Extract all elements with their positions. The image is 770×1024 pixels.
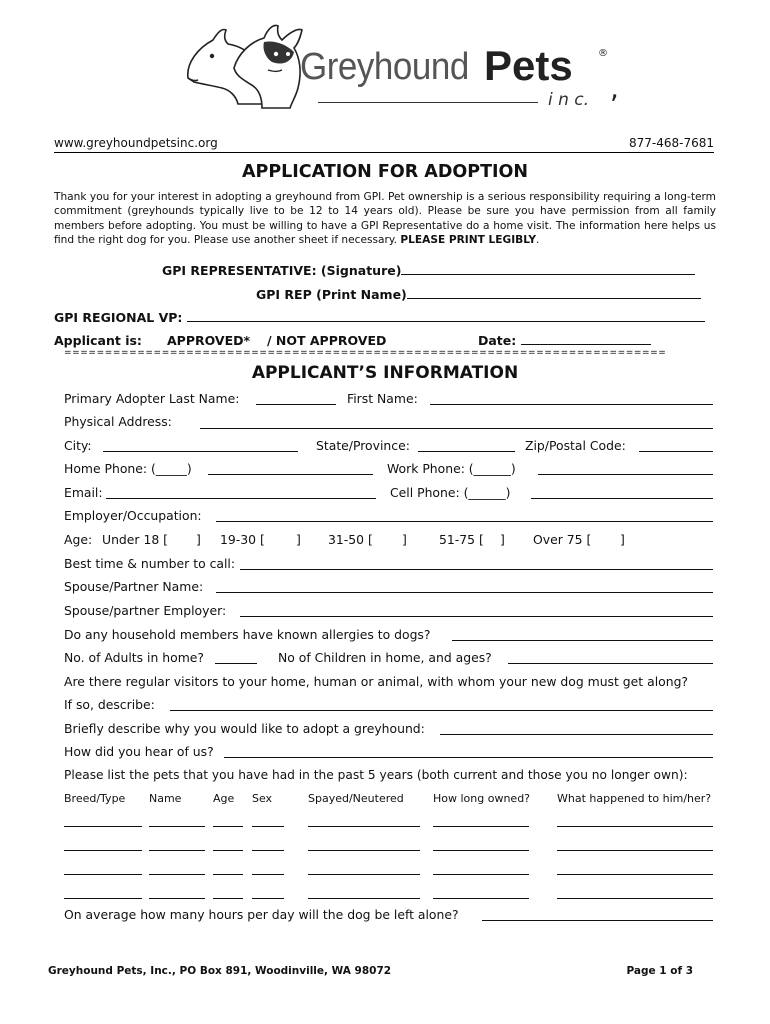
logo-comma: , bbox=[610, 72, 619, 105]
why-adopt-label: Briefly describe why you would like to adopt a greyhound: bbox=[64, 721, 425, 736]
age-over75-close: ] bbox=[620, 532, 625, 547]
pet-how-long-field[interactable] bbox=[433, 826, 529, 827]
cell-phone-label: Cell Phone: (______) bbox=[390, 485, 511, 500]
section-title: APPLICANT’S INFORMATION bbox=[251, 363, 519, 383]
pet-spayed-field[interactable] bbox=[308, 826, 420, 827]
greyhound-pets-logo bbox=[178, 18, 628, 118]
gpi-regional-vp-field[interactable] bbox=[187, 321, 705, 322]
pet-breed-field[interactable] bbox=[64, 826, 142, 827]
hours-alone-label: On average how many hours per day will the dog be left alone? bbox=[64, 907, 459, 922]
best-time-label: Best time & number to call: bbox=[64, 556, 236, 571]
address-label: Physical Address: bbox=[64, 414, 172, 429]
pet-how-long-field[interactable] bbox=[433, 898, 529, 899]
approved-option[interactable]: APPROVED* bbox=[167, 333, 251, 348]
spouse-employer-label: Spouse/partner Employer: bbox=[64, 603, 227, 618]
state-field[interactable] bbox=[418, 451, 515, 452]
email-field[interactable] bbox=[106, 498, 376, 499]
age-label: Age: bbox=[64, 532, 93, 547]
pets-col-what-happened: What happened to him/her? bbox=[557, 792, 712, 805]
logo-text-pets: Pets bbox=[484, 42, 573, 89]
age-under18-option[interactable]: Under 18 [ bbox=[102, 532, 168, 547]
pet-age-field[interactable] bbox=[213, 826, 243, 827]
pet-spayed-field[interactable] bbox=[308, 850, 420, 851]
allergies-field[interactable] bbox=[452, 640, 713, 641]
gpi-rep-print-label: GPI REP (Print Name) bbox=[256, 287, 407, 302]
home-phone-label: Home Phone: (_____) bbox=[64, 461, 192, 476]
age-31-50-option[interactable]: 31-50 [ bbox=[328, 532, 373, 547]
last-name-field[interactable] bbox=[256, 404, 336, 405]
pet-breed-field[interactable] bbox=[64, 850, 142, 851]
city-field[interactable] bbox=[103, 451, 298, 452]
pet-spayed-field[interactable] bbox=[308, 874, 420, 875]
pet-age-field[interactable] bbox=[213, 898, 243, 899]
allergies-label: Do any household members have known allergies to dogs? bbox=[64, 627, 431, 642]
gpi-regional-vp-row bbox=[54, 310, 705, 325]
spouse-name-field[interactable] bbox=[216, 592, 713, 593]
pets-col-spayed: Spayed/Neutered bbox=[308, 792, 404, 805]
gpi-rep-signature-field[interactable] bbox=[401, 274, 695, 275]
gpi-regional-vp-label: GPI REGIONAL VP: bbox=[54, 310, 183, 325]
children-label: No of Children in home, and ages? bbox=[278, 650, 492, 665]
logo-text-greyhound: Greyhound bbox=[300, 46, 469, 88]
pet-breed-field[interactable] bbox=[64, 874, 142, 875]
age-19-30-close: ] bbox=[296, 532, 301, 547]
best-time-field[interactable] bbox=[240, 569, 713, 570]
gpi-rep-print-row bbox=[256, 287, 701, 302]
employer-label: Employer/Occupation: bbox=[64, 508, 202, 523]
logo-registered-mark: ® bbox=[598, 48, 608, 59]
pet-age-field[interactable] bbox=[213, 850, 243, 851]
header-row bbox=[54, 136, 714, 153]
age-19-30-option[interactable]: 19-30 [ bbox=[220, 532, 265, 547]
why-adopt-field[interactable] bbox=[440, 734, 713, 735]
date-row bbox=[478, 333, 651, 348]
logo-underline bbox=[318, 102, 538, 103]
gpi-rep-print-field[interactable] bbox=[407, 298, 701, 299]
pet-what-happened-field[interactable] bbox=[557, 850, 713, 851]
pet-name-field[interactable] bbox=[149, 898, 205, 899]
gpi-rep-signature-label: GPI REPRESENTATIVE: (Signature) bbox=[162, 263, 402, 278]
first-name-field[interactable] bbox=[430, 404, 713, 405]
applicant-is-label: Applicant is: bbox=[54, 333, 142, 348]
email-label: Email: bbox=[64, 485, 103, 500]
hear-of-us-label: How did you hear of us? bbox=[64, 744, 214, 759]
address-field[interactable] bbox=[200, 428, 713, 429]
cell-phone-field[interactable] bbox=[531, 498, 713, 499]
pet-name-field[interactable] bbox=[149, 874, 205, 875]
pet-sex-field[interactable] bbox=[252, 826, 284, 827]
website-link[interactable]: www.greyhoundpetsinc.org bbox=[54, 136, 218, 150]
pet-what-happened-field[interactable] bbox=[557, 874, 713, 875]
footer-address: Greyhound Pets, Inc., PO Box 891, Woodinville, WA 98072 bbox=[48, 965, 392, 977]
pet-what-happened-field[interactable] bbox=[557, 898, 713, 899]
pet-how-long-field[interactable] bbox=[433, 850, 529, 851]
hours-alone-field[interactable] bbox=[482, 920, 713, 921]
adults-label: No. of Adults in home? bbox=[64, 650, 204, 665]
intro-end: . bbox=[536, 233, 540, 246]
not-approved-option[interactable]: / NOT APPROVED bbox=[267, 333, 387, 348]
pet-what-happened-field[interactable] bbox=[557, 826, 713, 827]
work-phone-field[interactable] bbox=[538, 474, 713, 475]
intro-text: Thank you for your interest in adopting a greyhound from GPI. Pet ownership is a serious responsibility requiring a long-term commitment (greyhounds typically live to be 12 to 14 years old). Please be sure you have permission from all family members before adopting. You must be willing to have a GPI Representative do a home visit. The information here helps us find the right dog for you. Please use another sheet if necessary. bbox=[54, 191, 716, 246]
spouse-name-label: Spouse/Partner Name: bbox=[64, 579, 204, 594]
pet-sex-field[interactable] bbox=[252, 874, 284, 875]
pet-sex-field[interactable] bbox=[252, 850, 284, 851]
pets-col-name: Name bbox=[149, 792, 182, 805]
phone-number: 877-468-7681 bbox=[628, 136, 714, 150]
visitors-label: Are there regular visitors to your home, human or animal, with whom your new dog must get along? bbox=[64, 674, 689, 689]
spouse-employer-field[interactable] bbox=[240, 616, 713, 617]
page-title: APPLICATION FOR ADOPTION bbox=[241, 162, 529, 182]
children-field[interactable] bbox=[508, 663, 713, 664]
city-label: City: bbox=[64, 438, 92, 453]
state-label: State/Province: bbox=[316, 438, 410, 453]
zip-field[interactable] bbox=[639, 451, 713, 452]
intro-emphasis: PLEASE PRINT LEGIBLY bbox=[400, 233, 536, 246]
employer-field[interactable] bbox=[216, 521, 713, 522]
pet-name-field[interactable] bbox=[149, 850, 205, 851]
zip-label: Zip/Postal Code: bbox=[525, 438, 626, 453]
pets-col-breed: Breed/Type bbox=[64, 792, 126, 805]
date-field[interactable] bbox=[521, 344, 651, 345]
home-phone-field[interactable] bbox=[208, 474, 373, 475]
age-31-50-close: ] bbox=[402, 532, 407, 547]
work-phone-label: Work Phone: (______) bbox=[387, 461, 516, 476]
intro-paragraph bbox=[54, 190, 716, 247]
describe-field[interactable] bbox=[170, 710, 713, 711]
pets-col-how-long: How long owned? bbox=[433, 792, 531, 805]
hear-of-us-field[interactable] bbox=[224, 757, 713, 758]
pets-col-age: Age bbox=[213, 792, 235, 805]
footer-page-number: Page 1 of 3 bbox=[626, 965, 693, 977]
pet-how-long-field[interactable] bbox=[433, 874, 529, 875]
describe-label: If so, describe: bbox=[64, 697, 155, 712]
pet-name-field[interactable] bbox=[149, 826, 205, 827]
first-name-label: First Name: bbox=[347, 391, 418, 406]
pet-spayed-field[interactable] bbox=[308, 898, 420, 899]
adults-field[interactable] bbox=[215, 663, 257, 664]
logo-inc: i n c. bbox=[548, 90, 590, 110]
age-51-75-option[interactable]: 51-75 [ bbox=[439, 532, 484, 547]
age-over75-option[interactable]: Over 75 [ bbox=[533, 532, 592, 547]
pet-sex-field[interactable] bbox=[252, 898, 284, 899]
date-label: Date: bbox=[478, 333, 517, 348]
gpi-rep-signature-row bbox=[162, 263, 695, 278]
age-51-75-close: ] bbox=[500, 532, 505, 547]
last-name-label: Primary Adopter Last Name: bbox=[64, 391, 240, 406]
pets-col-sex: Sex bbox=[252, 792, 273, 805]
pet-breed-field[interactable] bbox=[64, 898, 142, 899]
pet-age-field[interactable] bbox=[213, 874, 243, 875]
age-under18-close: ] bbox=[196, 532, 201, 547]
separator-line: ========================================================================== bbox=[64, 349, 667, 357]
pets-list-label: Please list the pets that you have had in the past 5 years (both current and those you no longer own): bbox=[64, 768, 688, 782]
